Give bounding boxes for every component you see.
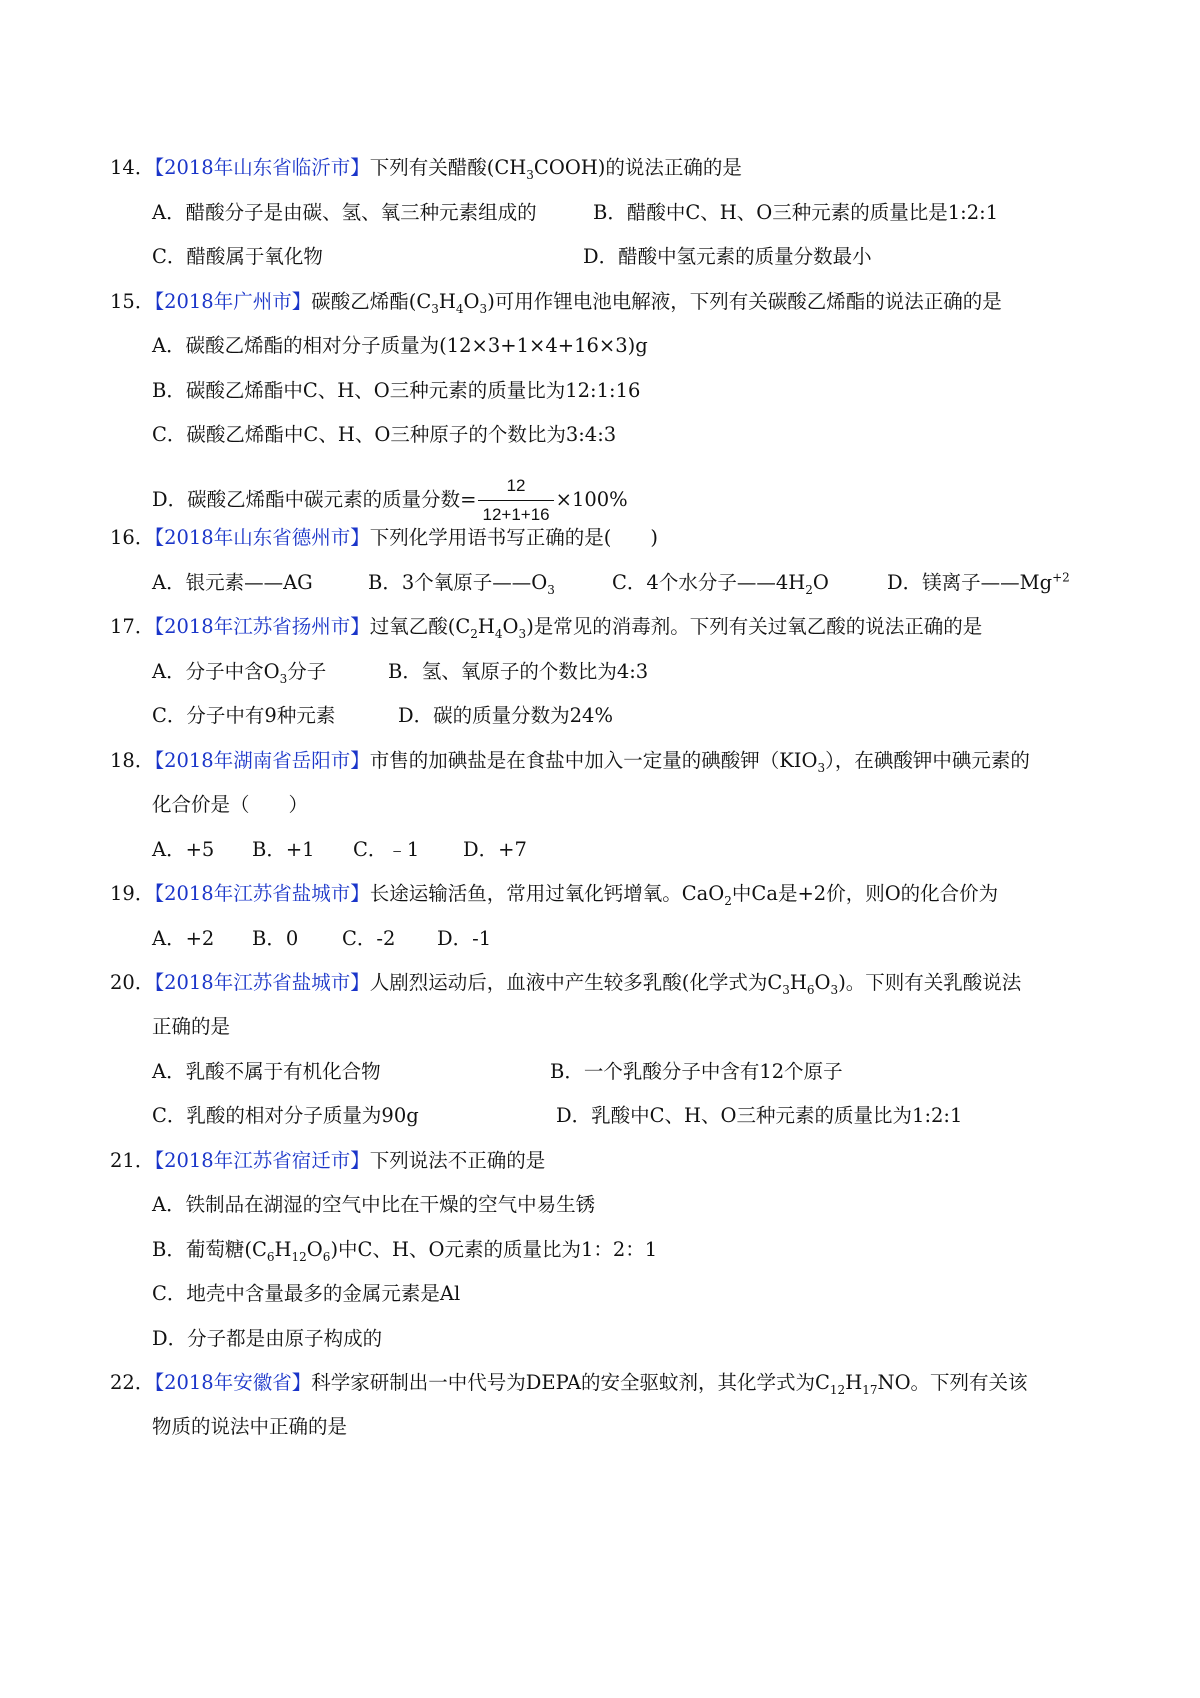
option-text: 分子 [287, 660, 327, 683]
stem-text: O [814, 971, 831, 994]
stem-text: O [502, 615, 519, 638]
fraction-denominator: 12+1+16 [478, 500, 553, 529]
subscript: 4 [455, 301, 464, 316]
question-17-option-c: C．分子中有9种元素 [152, 704, 336, 727]
stem-text: )是常见的消毒剂。下列有关过氧乙酸的说法正确的是 [526, 615, 983, 638]
question-15-option-b: B．碳酸乙烯酯中C、H、O三种元素的质量比为12:1:16 [152, 379, 641, 402]
question-20-option-a: A．乳酸不属于有机化合物 [152, 1060, 381, 1083]
question-19-option-a: A．+2 [152, 927, 215, 950]
option-text: ×100% [555, 488, 628, 511]
question-number: 20． [110, 971, 155, 994]
question-17-option-a [152, 658, 326, 686]
stem-text: ），在碘酸钾中碘元素的 [825, 749, 1030, 772]
question-19-option-d: D．-1 [437, 927, 492, 950]
stem-text: NO。下列有关该 [877, 1371, 1028, 1394]
question-number: 14． [110, 156, 155, 179]
question-number: 22． [110, 1371, 155, 1394]
question-20-stem [110, 969, 1021, 997]
question-number: 21． [110, 1149, 155, 1172]
stem-text: )。下则有关乳酸说法 [838, 971, 1022, 994]
question-20-option-b: B．一个乳酸分子中含有12个原子 [550, 1060, 843, 1083]
question-16-option-b [368, 569, 555, 597]
option-text: D．镁离子——Mg [887, 571, 1053, 594]
stem-text: 下列化学用语书写正确的是( ) [369, 526, 658, 549]
question-17-option-b: B．氢、氧原子的个数比为4:3 [388, 660, 649, 683]
stem-text: H [477, 615, 495, 638]
stem-text: 人剧烈运动后，血液中产生较多乳酸(化学式为C [369, 971, 783, 994]
question-21-option-c: C．地壳中含量最多的金属元素是Al [152, 1282, 461, 1305]
subscript: 12 [829, 1382, 846, 1397]
stem-text: 长途运输活鱼，常用过氧化钙增氧。CaO [369, 882, 725, 905]
subscript: 17 [862, 1382, 878, 1397]
subscript: 3 [279, 671, 288, 686]
question-18-option-a: A．+5 [152, 838, 215, 861]
question-19-option-b: B．0 [252, 927, 299, 950]
option-text: H [274, 1238, 292, 1261]
subscript: 2 [470, 626, 478, 641]
question-19-stem [110, 880, 998, 908]
stem-text: 下列说法不正确的是 [369, 1149, 546, 1172]
subscript: 2 [805, 582, 813, 597]
question-18-option-b: B．+1 [252, 838, 315, 861]
stem-text: H [789, 971, 807, 994]
question-16-option-d [887, 569, 1070, 597]
question-source: 【2018年江苏省宿迁市】 [154, 1149, 370, 1172]
question-number: 18． [110, 749, 155, 772]
question-18-option-d: D．+7 [463, 838, 527, 861]
question-20-option-c: C．乳酸的相对分子质量为90g [152, 1104, 419, 1127]
question-19-option-c: C．-2 [342, 927, 396, 950]
question-14-option-c: C．醋酸属于氧化物 [152, 245, 323, 268]
question-14-option-b: B．醋酸中C、H、O三种元素的质量比是1:2:1 [593, 201, 999, 224]
question-15-stem [110, 288, 1002, 316]
question-16-stem [110, 524, 658, 552]
question-22-stem [110, 1369, 1028, 1397]
fraction [478, 472, 553, 529]
subscript: 3 [817, 760, 826, 775]
question-16-option-a: A．银元素——AG [152, 571, 313, 594]
question-source: 【2018年广州市】 [154, 290, 312, 313]
stem-text: 过氧乙酸(C [369, 615, 471, 638]
question-14-option-a: A．醋酸分子是由碳、氢、氧三种元素组成的 [152, 201, 537, 224]
option-text: )中C、H、O元素的质量比为1：2：1 [330, 1238, 658, 1261]
question-source: 【2018年江苏省盐城市】 [154, 882, 370, 905]
question-21-option-b [152, 1236, 657, 1264]
question-20-stem-continued: 正确的是 [152, 1015, 231, 1038]
subscript: 6 [806, 982, 815, 997]
question-14-stem [110, 154, 742, 182]
subscript: 3 [830, 982, 839, 997]
subscript: 2 [724, 893, 732, 908]
subscript: 3 [518, 626, 527, 641]
question-21-option-d: D．分子都是由原子构成的 [152, 1327, 383, 1350]
option-text: O [306, 1238, 323, 1261]
option-text: D．碳酸乙烯酯中碳元素的质量分数= [152, 488, 477, 511]
option-text: B．3个氧原子——O [368, 571, 548, 594]
stem-text: H [438, 290, 456, 313]
question-number: 19． [110, 882, 155, 905]
question-number: 16． [110, 526, 155, 549]
question-15-option-a: A．碳酸乙烯酯的相对分子质量为(12×3+1×4+16×3)g [152, 334, 648, 357]
superscript: +2 [1052, 570, 1070, 585]
subscript: 6 [266, 1249, 275, 1264]
subscript: 6 [322, 1249, 331, 1264]
option-text: O [812, 571, 829, 594]
question-17-option-d: D．碳的质量分数为24% [398, 704, 613, 727]
stem-text: H [845, 1371, 863, 1394]
option-text: B．葡萄糖(C [152, 1238, 267, 1261]
question-18-stem [110, 747, 1030, 775]
subscript: 12 [291, 1249, 307, 1264]
question-source: 【2018年山东省德州市】 [154, 526, 370, 549]
question-16-option-c [612, 569, 829, 597]
stem-text: 下列有关醋酸(CH [369, 156, 527, 179]
subscript: 3 [782, 982, 790, 997]
question-14-option-d: D．醋酸中氢元素的质量分数最小 [583, 245, 872, 268]
question-17-stem [110, 613, 982, 641]
question-number: 17． [110, 615, 155, 638]
stem-text: 碳酸乙烯酯(C [311, 290, 432, 313]
question-source: 【2018年湖南省岳阳市】 [154, 749, 370, 772]
subscript: 4 [494, 626, 503, 641]
option-text: C．4个水分子——4H [612, 571, 806, 594]
question-source: 【2018年安徽省】 [154, 1371, 312, 1394]
question-15-option-d [152, 472, 628, 529]
subscript: 3 [526, 167, 534, 182]
subscript: 3 [547, 582, 555, 597]
question-22-stem-continued: 物质的说法中正确的是 [152, 1415, 348, 1438]
option-text: A．分子中含O [152, 660, 280, 683]
question-source: 【2018年江苏省扬州市】 [154, 615, 370, 638]
stem-text: COOH)的说法正确的是 [533, 156, 742, 179]
question-number: 15． [110, 290, 155, 313]
question-21-stem [110, 1147, 545, 1175]
stem-text: 中Ca是+2价，则O的化合价为 [731, 882, 999, 905]
stem-text: O [463, 290, 480, 313]
stem-text: 科学家研制出一中代号为DEPA的安全驱蚊剂，其化学式为C [311, 1371, 830, 1394]
question-source: 【2018年江苏省盐城市】 [154, 971, 370, 994]
question-18-option-c: C．﹣1 [353, 838, 420, 861]
fraction-numerator: 12 [506, 476, 526, 495]
question-18-stem-continued: 化合价是（ ） [152, 793, 309, 816]
question-20-option-d: D．乳酸中C、H、O三种元素的质量比为1:2:1 [556, 1104, 963, 1127]
subscript: 3 [479, 301, 488, 316]
stem-text: )可用作锂电池电解液，下列有关碳酸乙烯酯的说法正确的是 [487, 290, 1002, 313]
subscript: 3 [431, 301, 439, 316]
stem-text: 市售的加碘盐是在食盐中加入一定量的碘酸钾（KIO [369, 749, 818, 772]
question-15-option-c: C．碳酸乙烯酯中C、H、O三种原子的个数比为3:4:3 [152, 423, 617, 446]
question-source: 【2018年山东省临沂市】 [154, 156, 370, 179]
question-21-option-a: A．铁制品在湖湿的空气中比在干燥的空气中易生锈 [152, 1193, 596, 1216]
